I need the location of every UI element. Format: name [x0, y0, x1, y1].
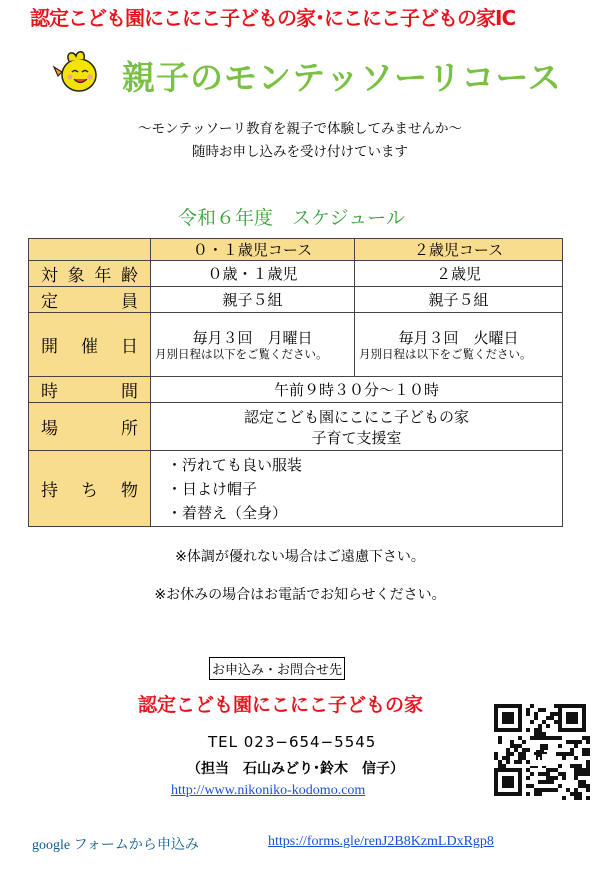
google-form-link[interactable]: https://forms.gle/renJ2B8KzmLDxRgp8	[268, 834, 494, 849]
header-course-2: ２歳児コース	[355, 239, 563, 261]
list-item: ・日よけ帽子	[167, 479, 258, 498]
schedule-title: 令和６年度 スケジュール	[178, 207, 405, 229]
dates-main-0-1: 毎月３回 月曜日	[192, 328, 313, 347]
dates-main-2: 毎月３回 火曜日	[398, 328, 519, 347]
place-value	[151, 403, 563, 451]
header-empty-cell	[29, 239, 151, 261]
place-line-2: 子育て支援室	[311, 428, 402, 447]
subtitle-line-1: 〜モンテッソーリ教育を親子で体験してみませんか〜	[138, 121, 462, 137]
dates-course-0-1	[151, 313, 355, 377]
place-line-1: 認定こども園にこにこ子どもの家	[243, 407, 469, 426]
organization-name: 認定こども園にこにこ子どもの家	[138, 694, 424, 716]
table-row	[29, 261, 563, 287]
contact-person: （担当 石山みどり･鈴木 信子）	[187, 761, 404, 777]
list-item: ・着替え（全身）	[167, 503, 288, 522]
time-value: 午前９時３０分〜１０時	[151, 377, 563, 403]
age-course-2: ２歳児	[355, 261, 563, 287]
smiling-chick-icon	[50, 44, 100, 94]
subtitle-line-2: 随時お申し込みを受け付けています	[192, 144, 408, 160]
items-list	[151, 451, 563, 527]
capacity-course-2: 親子５組	[355, 287, 563, 313]
dates-note-0-1: 月別日程は以下をご覧ください。	[155, 346, 328, 361]
row-label-dates: 開催日	[29, 313, 151, 377]
row-label-age: 対象年齢	[29, 261, 151, 287]
row-label-place: 場所	[29, 403, 151, 451]
phone-number: TEL 023−654−5545	[208, 733, 377, 751]
dates-note-2: 月別日程は以下をご覧ください。	[359, 346, 532, 361]
age-course-0-1: ０歳・１歳児	[151, 261, 355, 287]
table-row	[29, 377, 563, 403]
header-course-0-1: ０・１歳児コース	[151, 239, 355, 261]
course-title: 親子のモンテッソーリコース	[122, 58, 562, 97]
header-title: 認定こども園にこにこ子どもの家･にこにこ子どもの家IC	[30, 6, 516, 30]
table-row	[29, 451, 563, 527]
website-link[interactable]: http://www.nikoniko-kodomo.com	[171, 783, 366, 798]
table-row	[29, 313, 563, 377]
note-absence: ※お休みの場合はお電話でお知らせください。	[154, 587, 446, 603]
table-header-row	[29, 239, 563, 261]
capacity-course-0-1: 親子５組	[151, 287, 355, 313]
list-item: ・汚れても良い服装	[167, 455, 303, 474]
contact-label: お申込み・お問合せ先	[209, 657, 345, 680]
qr-code-icon[interactable]	[494, 704, 590, 800]
table-row	[29, 403, 563, 451]
row-label-time: 時間	[29, 377, 151, 403]
note-health: ※体調が優れない場合はご遠慮下さい。	[175, 549, 425, 565]
table-row	[29, 287, 563, 313]
schedule-table	[28, 238, 563, 527]
dates-course-2	[355, 313, 563, 377]
row-label-capacity: 定員	[29, 287, 151, 313]
row-label-items: 持ち物	[29, 451, 151, 527]
google-form-label: google フォームから申込み	[32, 838, 199, 853]
